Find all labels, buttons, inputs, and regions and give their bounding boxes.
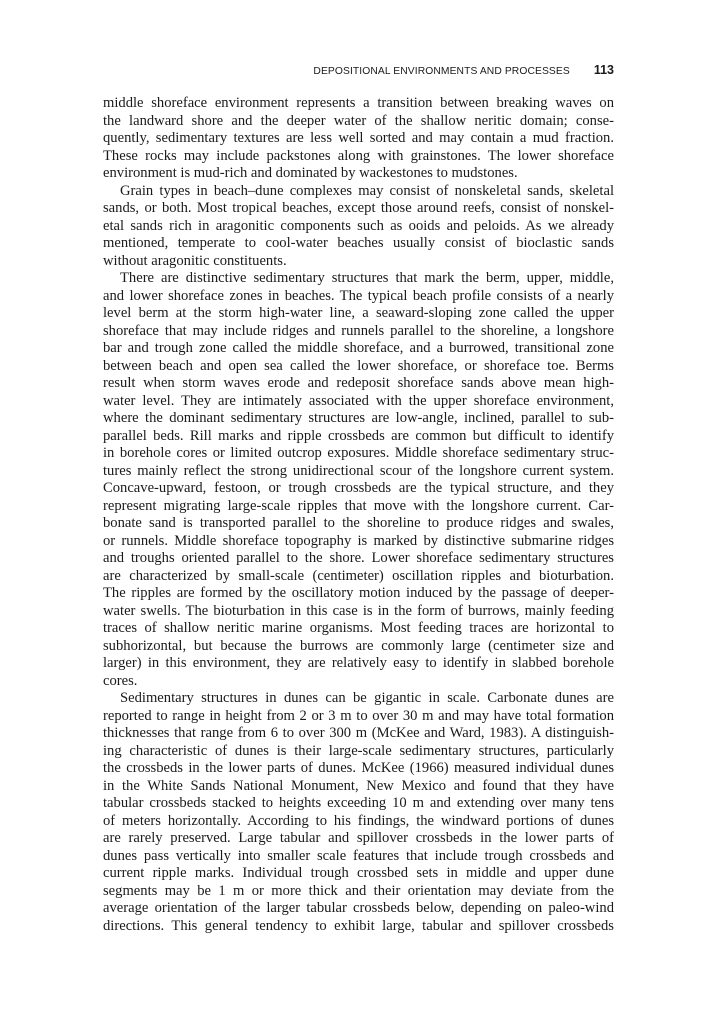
text-line: of meters horizontally. According to his findings, the windward portions of dunes (103, 812, 614, 829)
text-line: parallel beds. Rill marks and ripple crossbeds are common but difficult to identify (103, 427, 614, 444)
text-line: water swells. The bioturbation in this case is in the form of burrows, mainly feeding (103, 602, 614, 619)
text-line: without aragonitic constituents. (103, 252, 287, 269)
text-line: in borehole cores or limited outcrop exposures. Middle shoreface sedimentary struc- (103, 445, 614, 461)
text-line: average orientation of the larger tabular crossbeds below, depending on paleo-wind (103, 900, 614, 916)
paragraph (103, 270, 614, 690)
text-line: reported to range in height from 2 or 3 m to over 30 m and may have total formation (103, 707, 614, 724)
text-line: cores. (103, 672, 138, 689)
text-line: tures mainly reflect the strong unidirectional scour of the longshore current system. (103, 462, 614, 479)
text-line: mentioned, temperate to cool-water beaches usually consist of bioclastic sands (103, 235, 614, 251)
text-line: current ripple marks. Individual trough crossbed sets in middle and upper dune (103, 865, 614, 881)
text-line: water level. They are intimately associated with the upper shoreface environment, (103, 392, 614, 409)
text-line: ing characteristic of dunes is their large-scale sedimentary structures, particularly (103, 742, 614, 759)
text-line: environment is mud-rich and dominated by wackestones to mudstones. (103, 165, 518, 181)
text-line: bar and trough zone called the middle shoreface, and a burrowed, transitional zone (103, 340, 614, 356)
text-line: the landward shore and the deeper water of the shallow neritic domain; conse- (103, 112, 614, 129)
text-line: where the dominant sedimentary structures are low-angle, inclined, parallel to sub- (103, 410, 614, 426)
text-line: result when storm waves erode and redeposit shoreface sands above mean high- (103, 375, 614, 391)
body-text (103, 95, 614, 935)
text-line: middle shoreface environment represents a transition between breaking waves on (103, 95, 614, 111)
text-line: level berm at the storm high-water line, a seaward-sloping zone called the upper (103, 305, 614, 321)
text-line: represent migrating large-scale ripples that move with the longshore current. Car- (103, 497, 614, 514)
text-line: the crossbeds in the lower parts of dunes. McKee (1966) measured individual dunes (103, 760, 614, 776)
text-line: and lower shoreface zones in beaches. The typical beach profile consists of a nearly (103, 287, 614, 304)
text-line: subhorizontal, but because the burrows are commonly large (centimeter size and (103, 637, 614, 654)
text-line: sands, or both. Most tropical beaches, except those around reefs, consist of nonskel- (103, 200, 614, 216)
text-line: bonate sand is transported parallel to the shoreline to produce ridges and swales, (103, 515, 614, 531)
text-line: Grain types in beach–dune complexes may consist of nonskeletal sands, skeletal (120, 182, 614, 199)
text-line: larger) in this environment, they are relatively easy to identify in slabbed borehole (103, 655, 614, 671)
text-line: segments may be 1 m or more thick and their orientation may deviate from the (103, 882, 614, 899)
text-line: tabular crossbeds stacked to heights exceeding 10 m and extending over many tens (103, 795, 614, 811)
text-line: There are distinctive sedimentary structures that mark the berm, upper, middle, (120, 270, 614, 286)
text-line: between beach and open sea called the lower shoreface, or shoreface toe. Berms (103, 357, 614, 374)
text-line: directions. This general tendency to exhibit large, tabular and spillover crossbeds (103, 917, 614, 934)
text-line: quently, sedimentary textures are less well sorted and may contain a mud fraction. (103, 130, 614, 146)
text-line: in the White Sands National Monument, New Mexico and found that they have (103, 777, 614, 794)
paragraph (103, 95, 614, 183)
paragraph (103, 690, 614, 935)
text-line: dunes pass vertically into smaller scale features that include trough crossbeds and (103, 847, 614, 864)
text-line: traces of shallow neritic marine organisms. Most feeding traces are horizontal to (103, 620, 614, 636)
paragraph (103, 183, 614, 271)
text-line: shoreface that may include ridges and runnels parallel to the shoreline, a longshore (103, 322, 614, 339)
running-header (103, 61, 614, 79)
text-line: thicknesses that range from 6 to over 300 m (McKee and Ward, 1983). A distinguish- (103, 725, 614, 741)
text-line: are characterized by small-scale (centimeter) oscillation ripples and bioturbation. (103, 567, 614, 584)
text-line: Sedimentary structures in dunes can be gigantic in scale. Carbonate dunes are (120, 690, 614, 706)
text-line: and troughs oriented parallel to the shore. Lower shoreface sedimentary structures (103, 550, 614, 566)
running-title: DEPOSITIONAL ENVIRONMENTS AND PROCESSES (313, 66, 570, 77)
text-line: are rarely preserved. Large tabular and spillover crossbeds in the lower parts of (103, 830, 614, 846)
text-line: These rocks may include packstones along with grainstones. The lower shoreface (103, 147, 614, 164)
text-line: etal sands rich in aragonitic components such as ooids and peloids. As we already (103, 217, 614, 234)
text-line: or runnels. Middle shoreface topography is marked by distinctive submarine ridges (103, 532, 614, 549)
text-line: The ripples are formed by the oscillatory motion induced by the passage of deeper- (103, 585, 614, 601)
page-number: 113 (593, 63, 614, 77)
text-line: Concave-upward, festoon, or trough crossbeds are the typical structure, and they (103, 480, 614, 496)
